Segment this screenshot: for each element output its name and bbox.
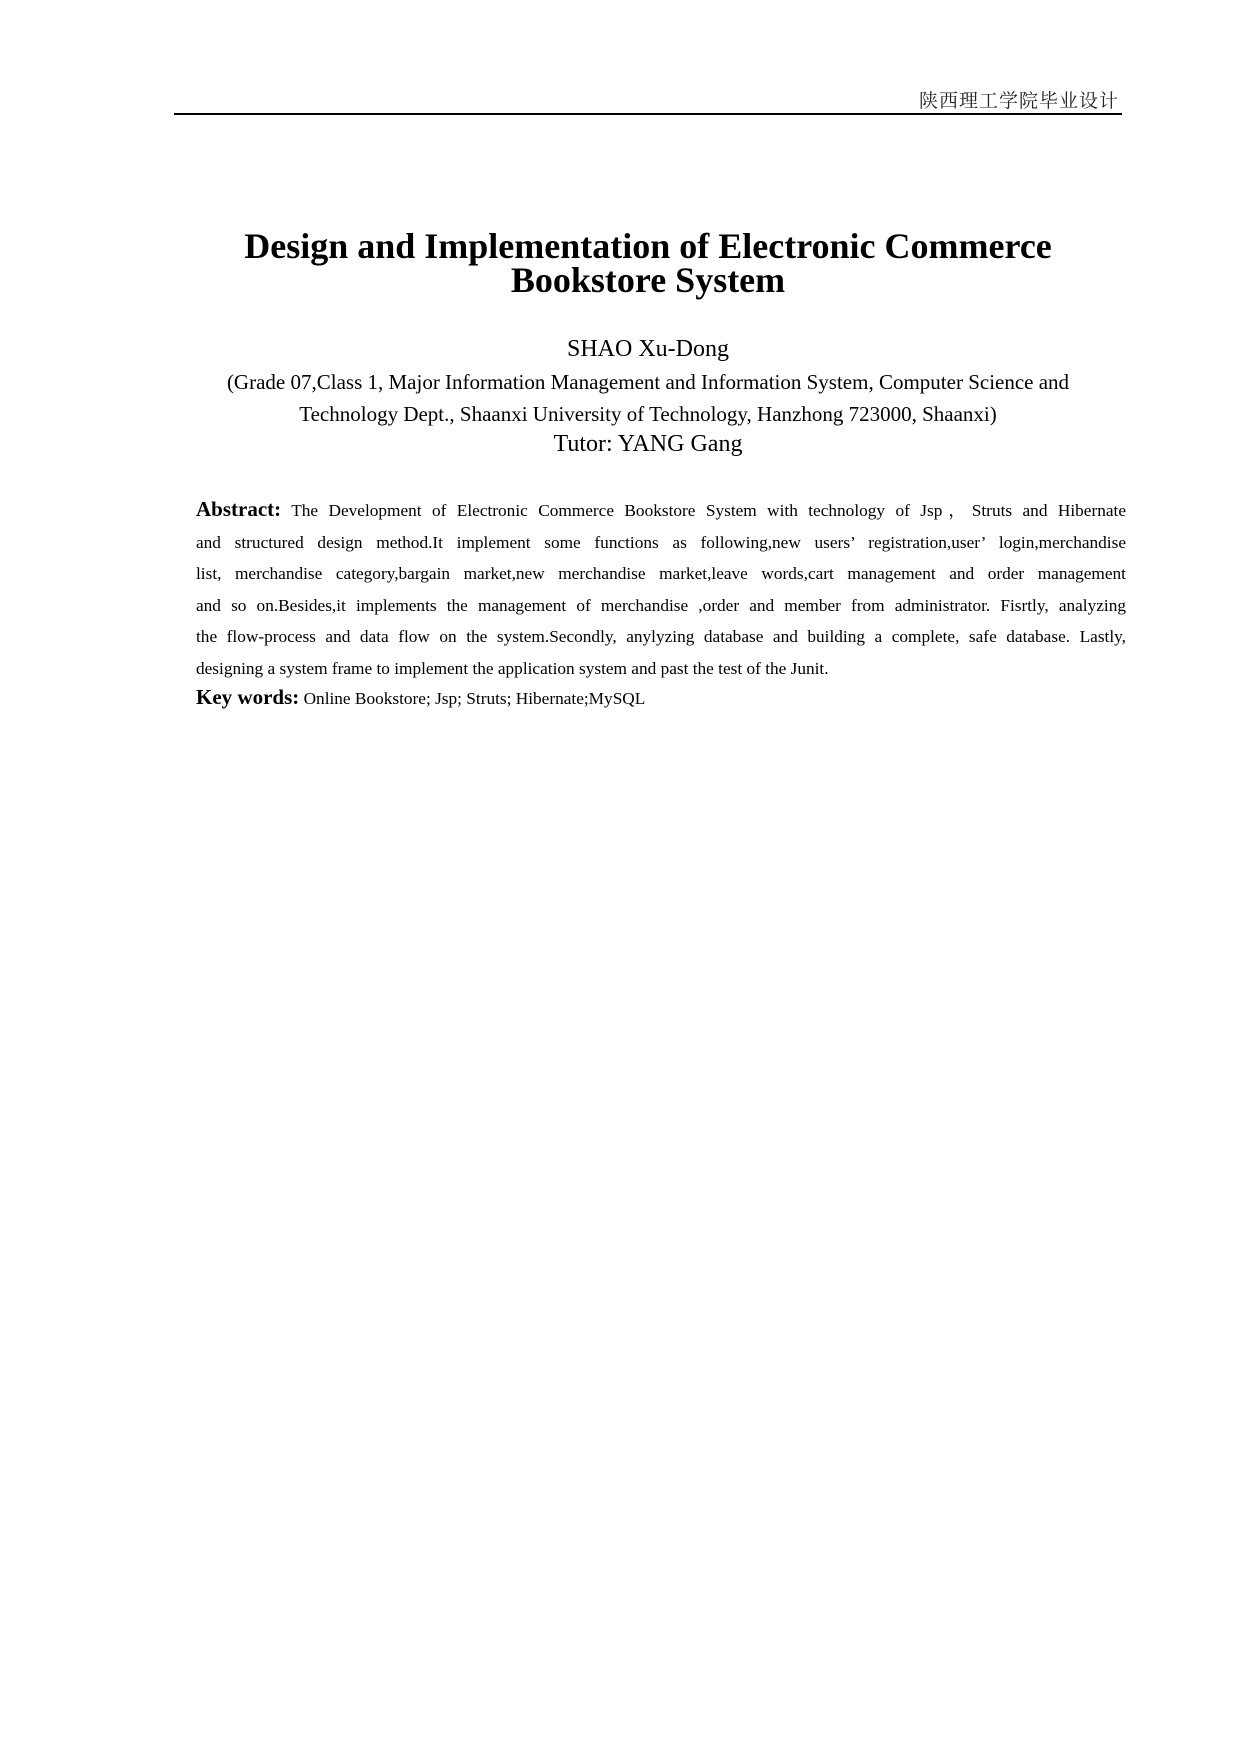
abstract-paragraph	[196, 494, 1126, 684]
abstract-line-6: designing a system frame to implement the application system and past the test of the Junit.	[196, 658, 829, 678]
paper-title	[174, 226, 1122, 300]
abstract-line-3: list, merchandise category,bargain market,new merchandise market,leave words,cart management and order management	[196, 564, 1126, 583]
title-line-2: Bookstore System	[510, 260, 786, 300]
keywords-label: Key words:	[196, 685, 300, 709]
abstract-line-2: and structured design method.It implement some functions as following,new users’ registration,user’ login,merchandise	[196, 532, 1126, 552]
keywords-line	[196, 682, 1096, 714]
affiliation-line-1: (Grade 07,Class 1, Major Information Management and Information System, Computer Science and	[226, 370, 1070, 394]
abstract-line-5: the flow-process and data flow on the system.Secondly, anylyzing database and building a complete, safe database. Lastly,	[196, 627, 1126, 646]
running-header: 陕西理工学院毕业设计	[918, 90, 1119, 112]
author-name: SHAO Xu-Dong	[567, 336, 729, 362]
abstract-line-4: and so on.Besides,it implements the management of merchandise ,order and member from administrator. Fisrtly, analyzing	[196, 595, 1126, 615]
header-rule	[174, 113, 1122, 115]
abstract-line-1	[196, 494, 1126, 527]
keywords-text: Online Bookstore; Jsp; Struts; Hibernate;MySQL	[299, 689, 646, 708]
abstract-label: Abstract:	[196, 497, 282, 521]
abstract-text-1: The Development of Electronic Commerce Bookstore System with technology of Jsp，Struts and Hibernate	[281, 501, 1126, 520]
tutor-name: Tutor: YANG Gang	[553, 431, 743, 457]
author-affiliation	[174, 366, 1122, 430]
title-line-1: Design and Implementation of Electronic Commerce	[244, 226, 1052, 266]
affiliation-line-2: Technology Dept., Shaanxi University of Technology, Hanzhong 723000, Shaanxi)	[299, 402, 997, 426]
